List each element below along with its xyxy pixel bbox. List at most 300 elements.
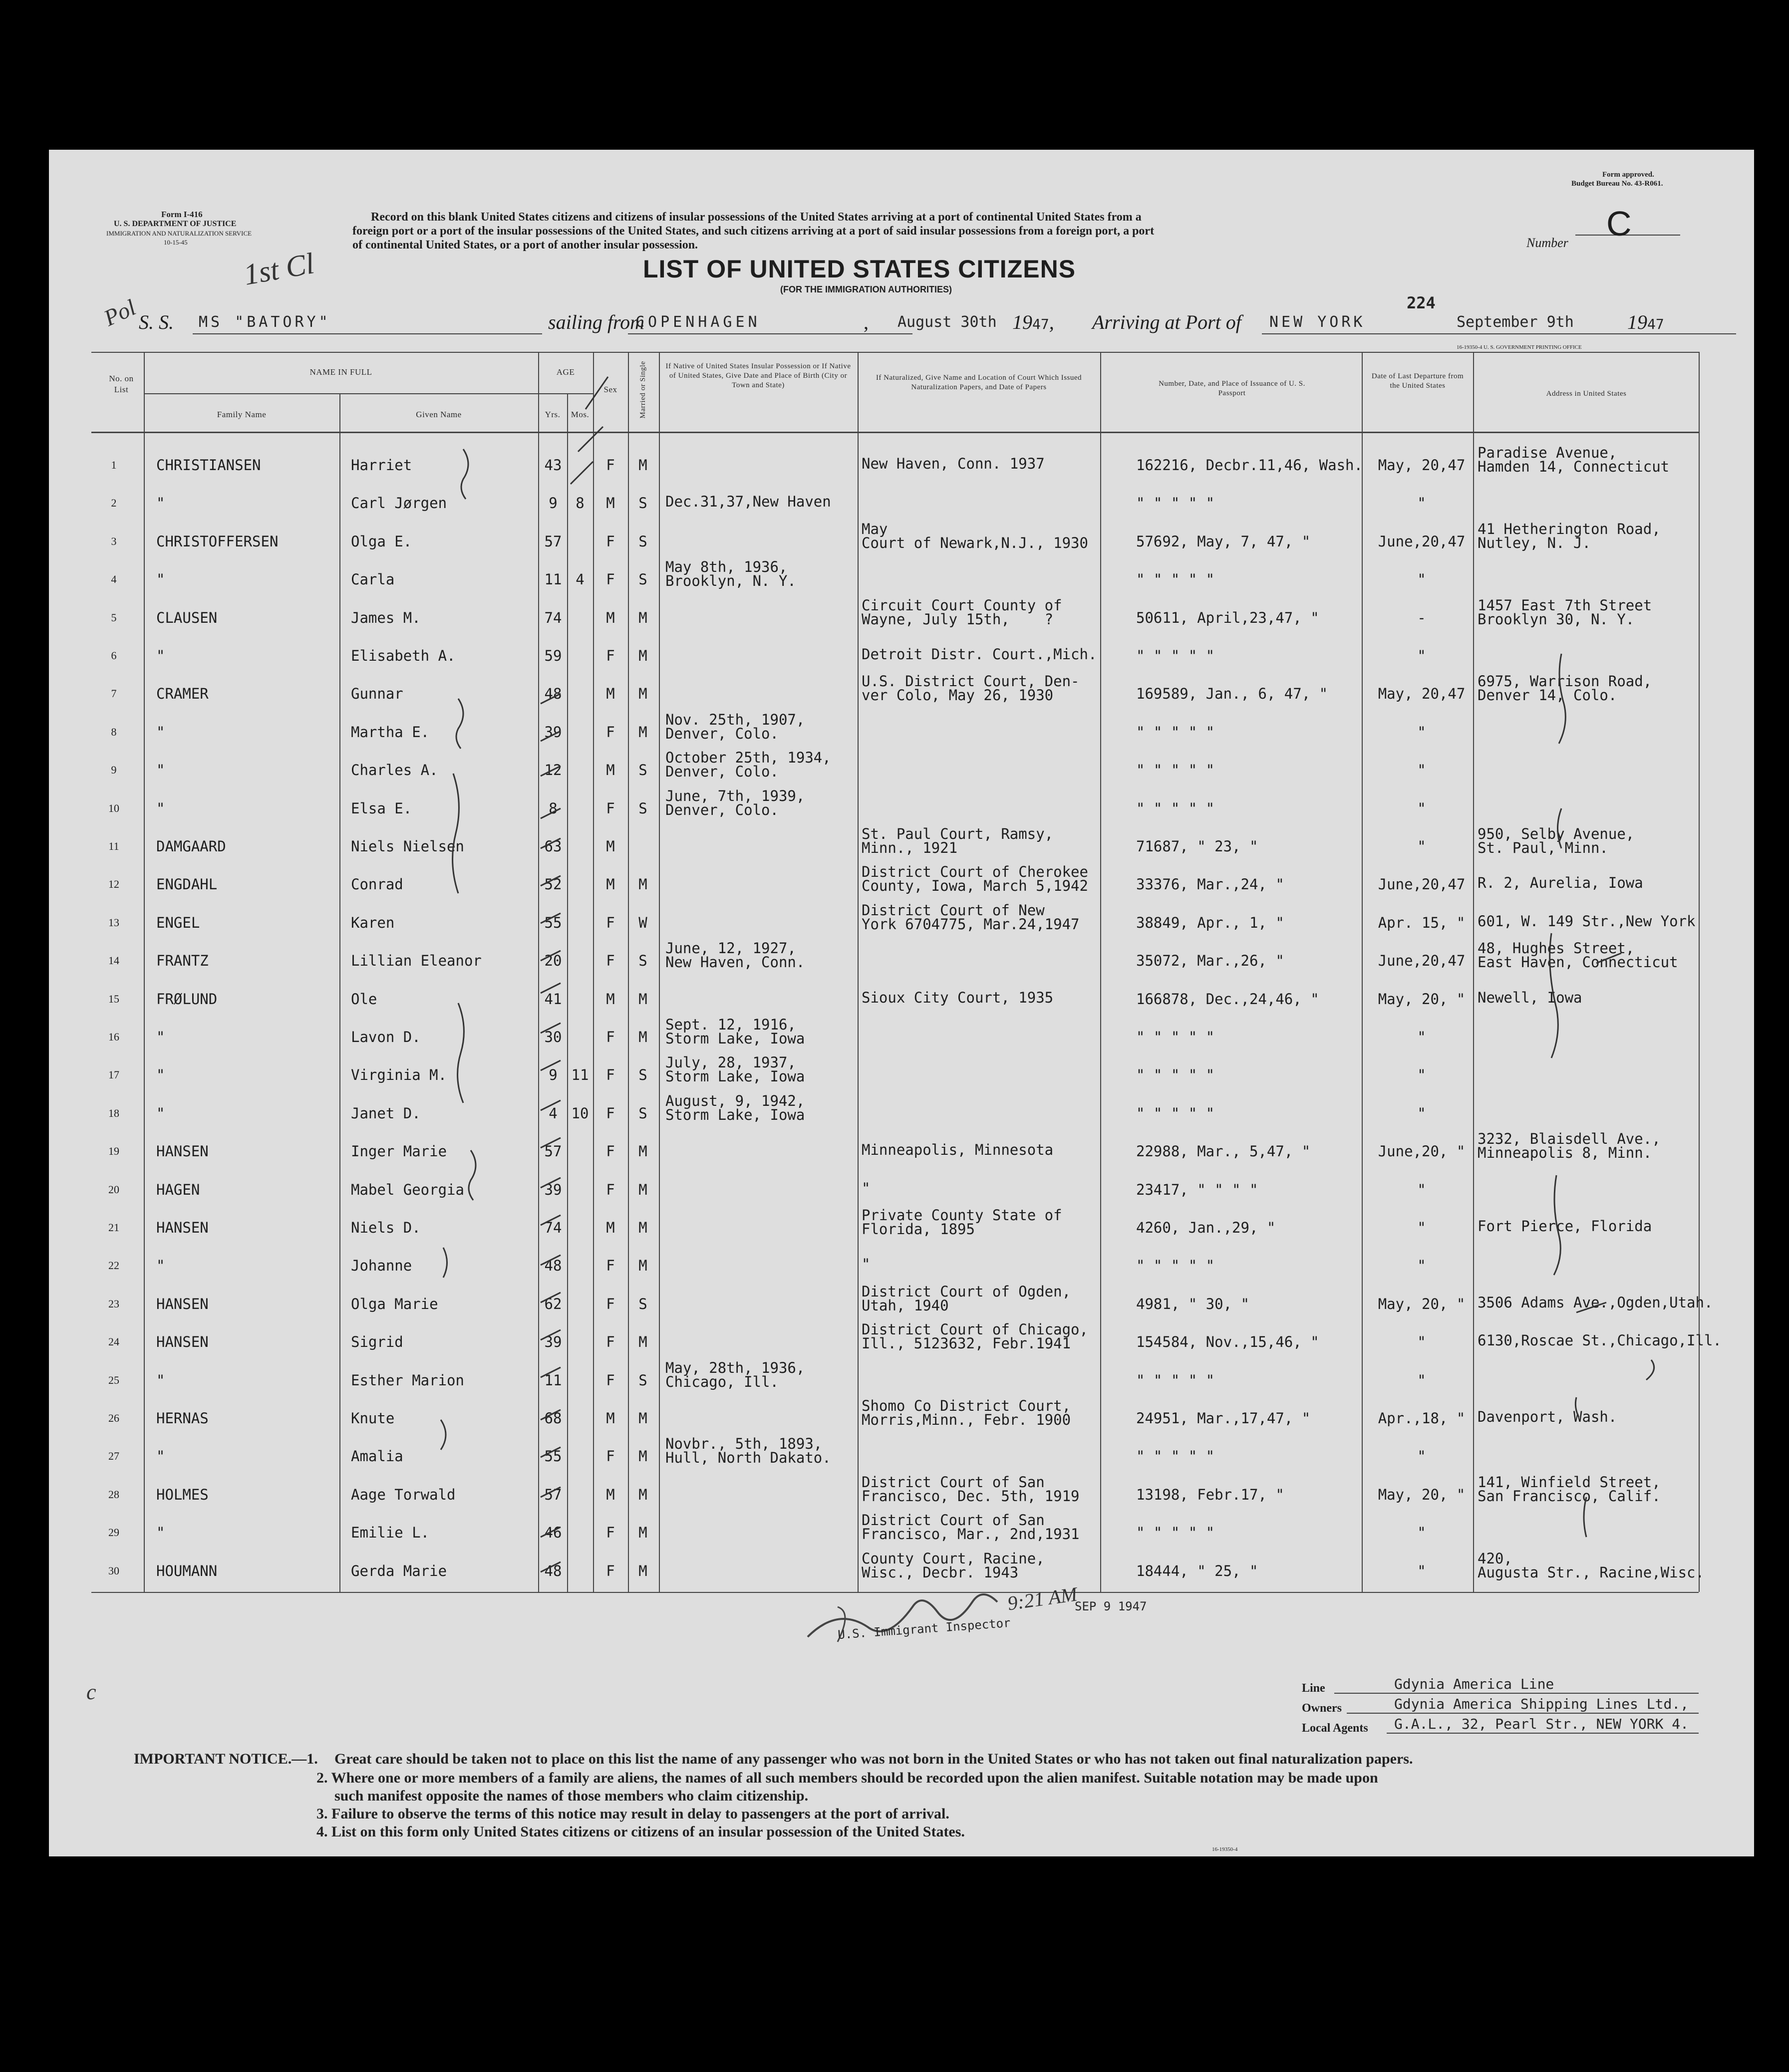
us-address: Paradise Avenue, Hamden 14, Connecticut [1478, 444, 1670, 475]
passport-info: " " " " " [1136, 799, 1215, 817]
stamp-time: 9:21 AM [1006, 1582, 1079, 1615]
us-address: Newell, Iowa [1478, 989, 1582, 1006]
sex: F [606, 1066, 615, 1084]
given-name: Lillian Eleanor [351, 952, 482, 970]
marital-status: M [638, 1524, 647, 1542]
sex: F [606, 723, 615, 741]
age-years: 57 [544, 1143, 562, 1160]
us-address: 950, Selby Avenue, St. Paul, Minn. [1478, 825, 1635, 856]
marital-status: M [638, 1486, 647, 1503]
family-name: " [156, 647, 165, 664]
family-name: " [156, 1104, 165, 1122]
us-address: 3506 Adams Ave.,Ogden,Utah. [1478, 1294, 1713, 1311]
sex: F [606, 1371, 615, 1389]
row-number: 3 [111, 534, 117, 547]
birth-info: August, 9, 1942, Storm Lake, Iowa [665, 1092, 805, 1123]
family-name: " [156, 495, 165, 512]
us-address: Fort Pierce, Florida [1478, 1218, 1652, 1235]
pen-ditto-mark [1558, 808, 1562, 848]
pen-slash [586, 377, 608, 409]
row-number: 29 [108, 1526, 119, 1539]
sex: F [606, 1257, 615, 1275]
arriving-label: Arriving at Port of [1092, 311, 1241, 333]
header-yrs: Yrs. [545, 410, 561, 419]
age-years: 62 [544, 1295, 562, 1312]
last-departure: " [1417, 838, 1426, 855]
last-departure: " [1417, 1371, 1426, 1389]
owners-value: Gdynia America Shipping Lines Ltd., [1394, 1696, 1689, 1712]
marital-status: S [638, 1295, 647, 1312]
family-name: " [156, 1524, 165, 1542]
given-name: Ole [351, 990, 377, 1008]
pen-tick [1576, 1302, 1606, 1312]
us-address: 6975, Warrison Road, Denver 14, Colo. [1478, 673, 1652, 704]
given-name: Johanne [351, 1257, 412, 1275]
family-name: " [156, 1029, 165, 1045]
last-departure: " [1417, 1066, 1426, 1084]
last-departure: " [1417, 1448, 1426, 1465]
last-departure: " [1417, 723, 1426, 741]
marital-status: S [638, 952, 647, 970]
sex: F [606, 457, 615, 474]
form-number: Form I-416 [161, 210, 203, 219]
naturalization-info: Circuit Court County of Wayne, July 15th, ? [862, 596, 1062, 628]
departure-port: COPENHAGEN [635, 313, 761, 331]
sex: F [606, 532, 615, 550]
agents-label: Local Agents [1302, 1722, 1368, 1735]
given-name: Karen [351, 914, 395, 931]
header-naturalized: If Naturalized, Give Name and Location of Court Which Issued Naturalization Papers, and Date of Papers [876, 374, 1082, 391]
marital-status: M [638, 1143, 647, 1160]
family-name: HANSEN [156, 1295, 209, 1312]
marital-status: M [638, 1219, 647, 1236]
given-name: Amalia [351, 1448, 403, 1465]
marital-status: M [638, 647, 647, 664]
passport-info: 18444, " 25, " [1136, 1562, 1258, 1579]
passport-info: " " " " " [1136, 1029, 1215, 1045]
naturalization-info: County Court, Racine, Wisc., Decbr. 1943 [862, 1550, 1045, 1581]
us-address: 601, W. 149 Str.,New York [1478, 912, 1696, 930]
last-departure: " [1417, 1562, 1426, 1579]
sex: F [606, 1029, 615, 1045]
birth-info: Sept. 12, 1916, Storm Lake, Iowa [665, 1016, 805, 1047]
notice-item-1: Great care should be taken not to place on this list the name of any passenger who was not born in the United States or who has not taken out final naturalization papers. [334, 1751, 1413, 1767]
marital-status: W [638, 914, 647, 931]
sex: F [606, 952, 615, 970]
line-underline [1334, 1693, 1699, 1694]
family-name: " [156, 571, 165, 588]
marital-status: M [638, 876, 647, 893]
passport-info: " " " " " [1136, 1371, 1215, 1389]
given-name: Emilie L. [351, 1524, 430, 1542]
marital-status: S [638, 799, 647, 817]
last-departure: " [1417, 1333, 1426, 1351]
stamp-date: SEP 9 1947 [1075, 1599, 1147, 1613]
marital-status: M [638, 1410, 647, 1427]
sex: F [606, 1295, 615, 1312]
notice-item-3: 3. Failure to observe the terms of this notice may result in delay to passengers at the port of arrival. [316, 1806, 949, 1822]
departure-date: August 30th [897, 313, 997, 331]
birth-info: October 25th, 1934, Denver, Colo. [665, 749, 831, 780]
given-name: Charles A. [351, 762, 438, 779]
age-years: 11 [544, 571, 562, 588]
row-number: 14 [108, 954, 119, 967]
passport-info: 38849, Apr., 1, " [1136, 914, 1284, 931]
last-departure: June,20,47 [1378, 952, 1466, 970]
us-address: 48, Hughes Street, East Haven, Connecticut [1478, 940, 1678, 971]
row-number: 23 [108, 1297, 119, 1310]
passport-info: " " " " " [1136, 1524, 1215, 1542]
given-name: Esther Marion [351, 1371, 464, 1389]
passport-info: " " " " " [1136, 1448, 1215, 1465]
last-departure: June,20,47 [1378, 532, 1466, 550]
age-years: 68 [544, 1410, 562, 1427]
row-number: 11 [108, 840, 119, 852]
family-name: " [156, 762, 165, 779]
marital-status: M [638, 1333, 647, 1351]
instructions-line-2: foreign port or a port of the insular possessions of the United States, and such citizens arriving at a port of said insular possessions from a foreign port, a port [352, 225, 1155, 238]
arrival-port: NEW YORK [1269, 313, 1366, 331]
passport-info: 22988, Mar., 5,47, " [1136, 1143, 1311, 1160]
family-name: CHRISTOFFERSEN [156, 532, 279, 550]
sex: M [606, 990, 615, 1008]
marital-status: M [638, 609, 647, 626]
age-years: 8 [549, 799, 558, 817]
age-years: 39 [544, 1181, 562, 1198]
age-years: 52 [544, 876, 562, 893]
sex: F [606, 647, 615, 664]
number-value: C [1606, 204, 1632, 243]
sex: F [606, 571, 615, 588]
naturalization-info: " [862, 1256, 871, 1273]
marital-status: S [638, 495, 647, 512]
birth-info: June, 12, 1927, New Haven, Conn. [665, 940, 805, 971]
us-address: 141, Winfield Street, San Francisco, Calif. [1478, 1473, 1661, 1505]
family-name: " [156, 723, 165, 741]
passport-info: " " " " " [1136, 723, 1215, 741]
age-years: 48 [544, 1562, 562, 1579]
given-name: Virginia M. [351, 1066, 447, 1084]
naturalization-info: St. Paul Court, Ramsy, Minn., 1921 [862, 825, 1054, 856]
naturalization-info: District Court of New York 6704775, Mar.24,1947 [862, 901, 1080, 933]
age-years: 11 [544, 1371, 562, 1389]
age-years: 20 [544, 952, 562, 970]
last-departure: " [1417, 1029, 1426, 1045]
row-number: 10 [108, 801, 119, 814]
pen-bracket [469, 1150, 476, 1200]
age-years: 48 [544, 1257, 562, 1275]
passport-info: 35072, Mar.,26, " [1136, 952, 1284, 970]
naturalization-info: Sioux City Court, 1935 [862, 989, 1054, 1006]
passport-info: 13198, Febr.17, " [1136, 1486, 1284, 1503]
ship-name: MS "BATORY" [199, 313, 331, 331]
department-label: U. S. DEPARTMENT OF JUSTICE [114, 220, 237, 228]
passport-info: 71687, " 23, " [1136, 838, 1258, 855]
passport-info: 24951, Mar.,17,47, " [1136, 1410, 1311, 1427]
row-number: 24 [108, 1335, 119, 1348]
page-title: LIST OF UNITED STATES CITIZENS [643, 255, 1076, 283]
naturalization-info: Minneapolis, Minnesota [862, 1141, 1054, 1159]
sex: M [606, 762, 615, 779]
age-years: 74 [544, 1219, 562, 1236]
naturalization-info: District Court of Cherokee County, Iowa, March 5,1942 [862, 863, 1088, 895]
bottom-code: 16-19350-4 [1212, 1846, 1238, 1852]
sex: F [606, 1181, 615, 1198]
marital-status: S [638, 1371, 647, 1389]
birth-info: Dec.31,37,New Haven [665, 493, 831, 511]
age-checkmarks [541, 694, 561, 1572]
family-name: CHRISTIANSEN [156, 457, 261, 474]
row-number: 12 [108, 878, 119, 891]
owners-label: Owners [1302, 1702, 1342, 1715]
passport-info: " " " " " [1136, 762, 1215, 779]
marital-status: S [638, 1104, 647, 1122]
naturalization-info: Private County State of Florida, 1895 [862, 1207, 1062, 1238]
class-annotation: 1st Cl [241, 247, 317, 291]
line-label: Line [1302, 1682, 1325, 1695]
given-name: Elsa E. [351, 799, 412, 817]
header-mos: Mos. [571, 410, 590, 419]
header-age: AGE [556, 367, 575, 377]
age-years: 57 [544, 532, 562, 550]
notice-title: IMPORTANT NOTICE.—1. [134, 1751, 318, 1767]
row-number: 19 [108, 1145, 119, 1158]
sex: F [606, 1104, 615, 1122]
header-native: If Native of United States Insular Possession or If Native of United States, Give Date and Place of Birth (City or Town and State) [665, 362, 851, 389]
header-passport: Number, Date, and Place of Issuance of U. S. Passport [1159, 380, 1305, 397]
last-departure: June,20, " [1378, 1143, 1466, 1160]
header-address: Address in United States [1546, 390, 1627, 398]
row-number: 25 [108, 1373, 119, 1386]
given-name: Lavon D. [351, 1029, 421, 1045]
sex: M [606, 495, 615, 512]
family-name: FRANTZ [156, 952, 209, 970]
row-number: 7 [111, 687, 117, 700]
agents-value: G.A.L., 32, Pearl Str., NEW YORK 4. [1394, 1716, 1689, 1732]
marital-status: M [638, 1562, 647, 1579]
notice-item-4: 4. List on this form only United States citizens or citizens of an insular possession of the United States. [316, 1823, 965, 1840]
naturalization-info: District Court of Chicago, Ill., 5123632, Febr.1941 [862, 1321, 1088, 1352]
given-name: Carl Jørgen [351, 495, 447, 512]
marital-status: S [638, 571, 647, 588]
family-name: CRAMER [156, 685, 209, 703]
family-name: DAMGAARD [156, 838, 226, 855]
print-code: 16-19350-4 U. S. GOVERNMENT PRINTING OFFICE [1457, 344, 1582, 350]
row-number: 4 [111, 573, 117, 586]
naturalization-info: New Haven, Conn. 1937 [862, 455, 1045, 472]
row-number: 6 [111, 649, 117, 662]
age-years: 59 [544, 647, 562, 664]
age-months: 8 [576, 495, 585, 512]
row-number: 17 [108, 1068, 119, 1081]
marital-status: M [638, 1448, 647, 1465]
given-name: Carla [351, 571, 395, 588]
passport-info: " " " " " [1136, 571, 1215, 588]
row-number: 26 [108, 1412, 119, 1424]
family-name: HOUMANN [156, 1562, 218, 1579]
last-departure: " [1417, 647, 1426, 664]
family-name: " [156, 1448, 165, 1465]
given-name: Aage Torwald [351, 1486, 456, 1503]
age-years: 41 [544, 990, 562, 1008]
last-departure: May, 20,47 [1378, 457, 1466, 474]
header-no-on-list: No. on List [109, 374, 134, 394]
form-date-code: 10-15-45 [164, 239, 188, 246]
inspector-label: U.S. Immigrant Inspector [837, 1615, 1011, 1642]
age-years: 48 [544, 685, 562, 703]
us-address: 420, Augusta Str., Racine,Wisc. [1478, 1550, 1704, 1581]
stamp-number: 224 [1407, 293, 1436, 312]
row-number: 18 [108, 1106, 119, 1119]
margin-letter: c [86, 1680, 96, 1704]
passport-info: 4260, Jan.,29, " [1136, 1219, 1276, 1236]
naturalization-info: District Court of San Francisco, Mar., 2nd,1931 [862, 1512, 1080, 1543]
birth-info: May 8th, 1936, Brooklyn, N. Y. [665, 558, 796, 590]
sex: M [606, 1486, 615, 1503]
last-departure: Apr. 15, " [1378, 914, 1466, 931]
family-name: HERNAS [156, 1410, 209, 1427]
last-departure: May, 20,47 [1378, 685, 1466, 703]
pen-ditto-mark [1575, 1397, 1579, 1417]
pen-bracket [443, 1248, 447, 1278]
sex: F [606, 1562, 615, 1579]
line-value: Gdynia America Line [1394, 1676, 1554, 1692]
sex: M [606, 1219, 615, 1236]
row-number: 1 [111, 459, 117, 471]
sex: F [606, 1524, 615, 1542]
header-given-name: Given Name [416, 410, 462, 419]
age-months: 4 [576, 571, 585, 588]
family-name: ENGEL [156, 914, 200, 931]
row-number: 13 [108, 916, 119, 929]
passport-info: " " " " " [1136, 647, 1215, 664]
service-label: IMMIGRATION AND NATURALIZATION SERVICE [106, 230, 252, 237]
last-departure: " [1417, 1524, 1426, 1542]
sex: M [606, 609, 615, 626]
marital-status: M [638, 685, 647, 703]
sex: F [606, 1448, 615, 1465]
pen-bracket [441, 1420, 446, 1450]
given-name: Olga E. [351, 532, 412, 550]
sex: F [606, 914, 615, 931]
last-departure: " [1417, 1219, 1426, 1236]
given-name: Elisabeth A. [351, 647, 456, 664]
family-name: HAGEN [156, 1181, 200, 1198]
header-name-in-full: NAME IN FULL [309, 367, 372, 377]
passport-info: 166878, Dec.,24,46, " [1136, 990, 1319, 1008]
age-years: 63 [544, 838, 562, 855]
row-number: 21 [108, 1221, 119, 1234]
marital-status: M [638, 990, 647, 1008]
passport-info: " " " " " [1136, 1066, 1215, 1084]
marital-status: M [638, 1029, 647, 1045]
header-sex: Sex [603, 385, 617, 394]
pen-slash [571, 462, 593, 484]
last-departure: May, 20, " [1378, 1486, 1466, 1503]
pen-bracket [458, 1003, 464, 1103]
age-years: 55 [544, 914, 562, 931]
given-name: Janet D. [351, 1104, 421, 1122]
passport-info: 23417, " " " " [1136, 1181, 1258, 1198]
age-years: 74 [544, 609, 562, 626]
passport-info: 4981, " 30, " [1136, 1295, 1249, 1312]
age-months: 10 [571, 1104, 589, 1122]
age-years: 12 [544, 762, 562, 779]
year-prefix: 19 [1012, 311, 1032, 333]
birth-info: Novbr., 5th, 1893, Hull, North Dakato. [665, 1435, 831, 1467]
last-departure: " [1417, 495, 1426, 512]
approval-line-1: Form approved. [1602, 171, 1654, 179]
age-years: 39 [544, 1333, 562, 1351]
given-name: Knute [351, 1410, 395, 1427]
header-married: Married or Single [639, 361, 647, 419]
pen-bracket [456, 699, 463, 749]
row-number: 2 [111, 497, 117, 510]
marital-status: S [638, 762, 647, 779]
given-name: Harriet [351, 457, 412, 474]
row-number: 30 [108, 1564, 119, 1577]
approval-line-2: Budget Bureau No. 43-R061. [1571, 180, 1663, 188]
us-address: 3232, Blaisdell Ave., Minneapolis 8, Minn. [1478, 1130, 1661, 1162]
family-name: HANSEN [156, 1143, 209, 1160]
agents-underline [1387, 1733, 1699, 1734]
us-address: 1457 East 7th Street Brooklyn 30, N. Y. [1478, 596, 1652, 628]
passport-info: " " " " " [1136, 495, 1215, 512]
pen-ditto-mark [1550, 933, 1558, 1058]
age-years: 9 [549, 495, 558, 512]
passport-info: 162216, Decbr.11,46, Wash. [1136, 457, 1363, 474]
last-departure: " [1417, 799, 1426, 817]
marital-status: M [638, 723, 647, 741]
sex: M [606, 876, 615, 893]
given-name: Niels D. [351, 1219, 421, 1236]
last-departure: " [1417, 762, 1426, 779]
passport-info: 154584, Nov.,15,46, " [1136, 1333, 1319, 1351]
naturalization-info: District Court of Ogden, Utah, 1940 [862, 1283, 1071, 1314]
row-number: 5 [111, 611, 117, 624]
last-departure: Apr.,18, " [1378, 1410, 1466, 1427]
naturalization-info: District Court of San Francisco, Dec. 5th, 1919 [862, 1473, 1080, 1505]
sex: F [606, 1143, 615, 1160]
last-departure: " [1417, 1257, 1426, 1275]
row-number: 22 [108, 1259, 119, 1272]
birth-info: June, 7th, 1939, Denver, Colo. [665, 787, 805, 818]
last-departure: May, 20, " [1378, 990, 1466, 1008]
header-last-departure: Date of Last Departure from the United States [1371, 372, 1464, 390]
given-name: Sigrid [351, 1333, 403, 1351]
pen-ditto-mark [1584, 1497, 1586, 1537]
age-years: 46 [544, 1524, 562, 1542]
naturalization-info: Detroit Distr. Court.,Mich. [862, 646, 1097, 663]
age-years: 55 [544, 1448, 562, 1465]
last-departure: - [1417, 609, 1426, 626]
naturalization-info: U.S. District Court, Den- ver Colo, May 26, 1930 [862, 673, 1080, 704]
instructions-line-1: Record on this blank United States citizens and citizens of insular possessions of the United States arriving at a port of continental United States from a [371, 211, 1142, 224]
given-name: Gerda Marie [351, 1562, 447, 1579]
age-months: 11 [571, 1066, 589, 1084]
passport-info: 169589, Jan., 6, 47, " [1136, 685, 1328, 703]
header-family-name: Family Name [217, 410, 267, 419]
birth-info: Nov. 25th, 1907, Denver, Colo. [665, 711, 805, 742]
family-name: " [156, 799, 165, 817]
us-address: Davenport, Wash. [1478, 1408, 1617, 1425]
family-name: HANSEN [156, 1333, 209, 1351]
passport-info: " " " " " [1136, 1104, 1215, 1122]
number-label: Number [1526, 236, 1568, 250]
marital-status: M [638, 1257, 647, 1275]
us-address: R. 2, Aurelia, Iowa [1478, 874, 1643, 892]
family-name: " [156, 1257, 165, 1275]
